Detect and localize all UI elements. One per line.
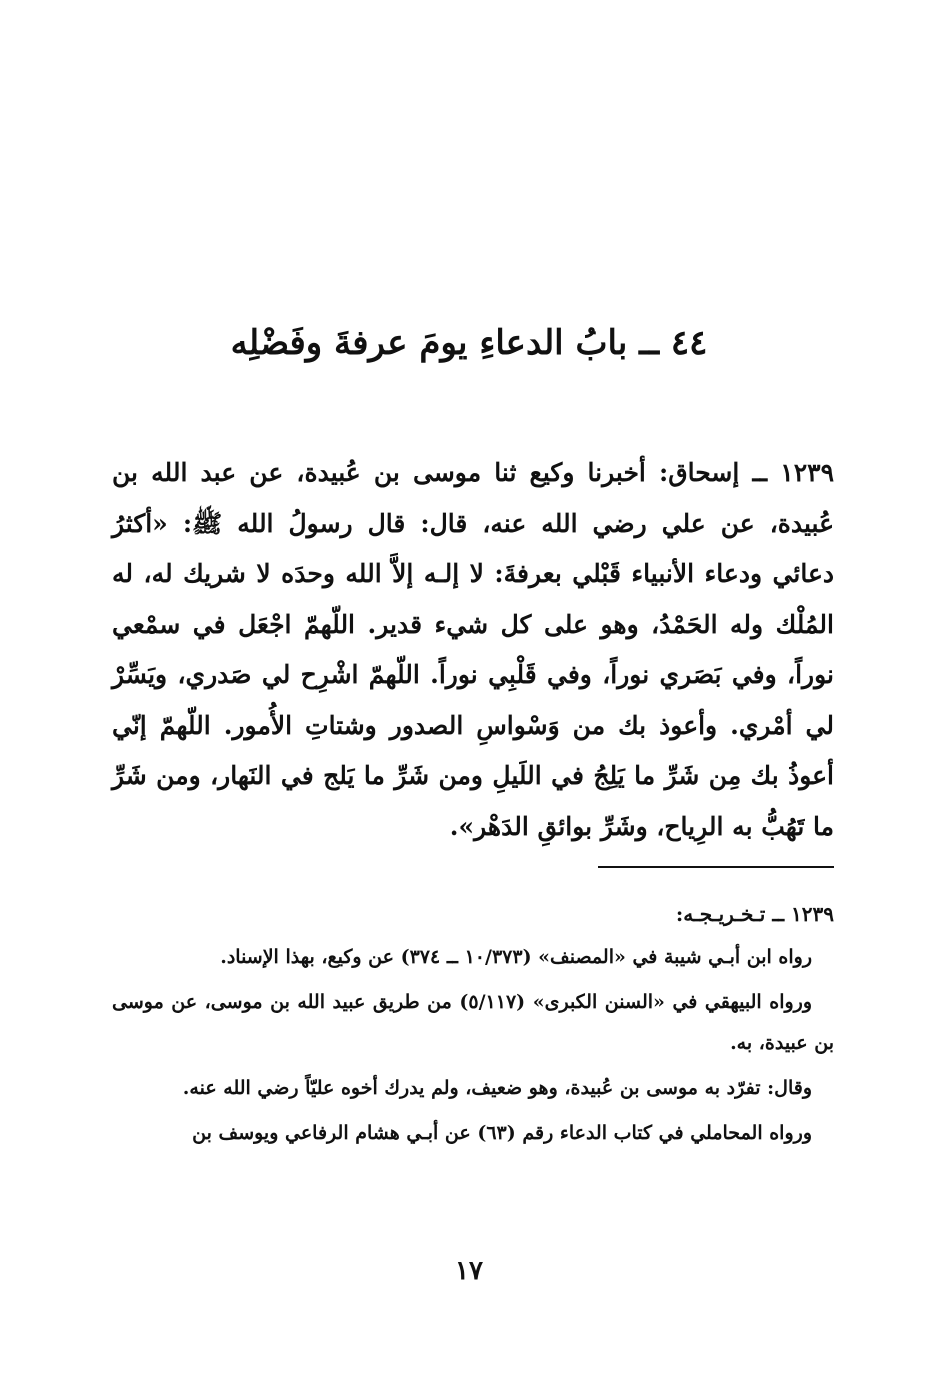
chapter-title: ٤٤ ــ بابُ الدعاءِ يومَ عرفةَ وفَضْلِه [230, 323, 708, 363]
hadith-paragraph [112, 448, 834, 852]
footnote-paragraph: ورواه البيهقي في «السنن الكبرى» (٥/١١٧) من طريق عبيد الله بن موسى، عن موسى بن عبيدة، به. [112, 991, 834, 1054]
footnote-paragraph: وقال: تفرّد به موسى بن عُبيدة، وهو ضعيف، ولم يدرك أخوه عليّاً رضي الله عنه. [182, 1077, 812, 1099]
page-number: ١٧ [455, 1256, 483, 1286]
footnote-separator [598, 866, 834, 868]
footnotes-section [112, 894, 834, 1158]
hadith-text: ــ إسحاق: أخبرنا وكيع ثنا موسى بن عُبيدة، عن عبد الله بن عُبيدة، عن علي رضي الله عنه، قال: قال رسولُ الله ﷺ: «أكثرُ دعائي ودعاء الأنبياء قَبْلي بعرفةَ: لا إلـه إلاَّ الله وحدَه لا شريك له، له المُلْك وله الحَمْدُ، وهو على كل شيء قدير. اللّهمّ اجْعَل في سمْعي نوراً، وفي بَصَري نوراً، وفي قَلْبِي نوراً. اللّهمّ اشْرِح لي صَدري، ويَسِّرْ لي أمْري. وأعوذ بك من وَسْواسِ الصدور وشتاتِ الأُمور. اللّهمّ إنّي أعوذُ بك مِن شَرِّ ما يَلِجُ في اللَيلِ ومن شَرِّ ما يَلج في النَهار، ومن شَرِّ ما تَهُبُّ به الرِياح، وشَرِّ بوائقِ الدَهْر». [112, 458, 834, 841]
footnote-paragraph: ورواه المحاملي في كتاب الدعاء رقم (٦٣) عن أبـي هشام الرفاعي ويوسف بن [192, 1122, 812, 1144]
footnote-paragraph: رواه ابن أبـي شيبة في «المصنف» (١٠/٣٧٣ ــ ٣٧٤) عن وكيع، بهذا الإسناد. [220, 946, 812, 968]
takhrij-heading: ١٢٣٩ ــ تـخـريـجـه: [675, 902, 834, 926]
hadith-number: ١٢٣٩ [780, 458, 834, 487]
